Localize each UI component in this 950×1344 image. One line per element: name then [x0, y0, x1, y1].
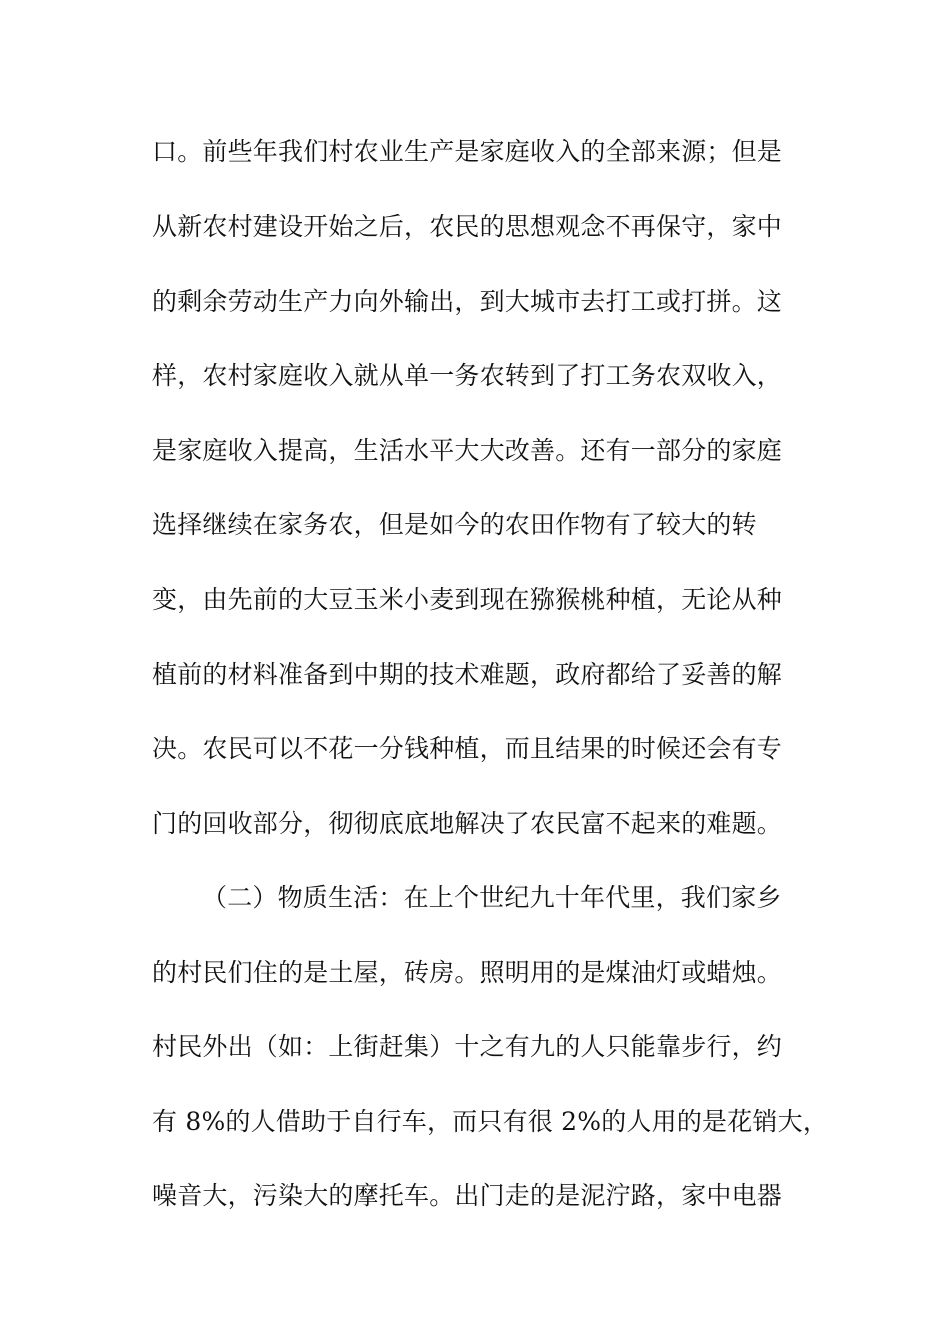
text-line: 村民外出（如：上街赶集）十之有九的人只能靠步行，约 [152, 1032, 783, 1061]
text-line: 的剩余劳动生产力向外输出，到大城市去打工或打拼。这 [152, 287, 783, 316]
text-line: 口。前些年我们村农业生产是家庭收入的全部来源；但是 [152, 137, 783, 166]
text-line: 样，农村家庭收入就从单一务农转到了打工务农双收入， [152, 361, 783, 390]
text-line: 决。农民可以不花一分钱种植，而且结果的时候还会有专 [152, 734, 783, 763]
section-heading-line: （二）物质生活：在上个世纪九十年代里，我们家乡 [202, 883, 782, 912]
text-line: 是家庭收入提高，生活水平大大改善。还有一部分的家庭 [152, 436, 783, 465]
text-line: 从新农村建设开始之后，农民的思想观念不再保守，家中 [152, 212, 783, 241]
text-line: 门的回收部分，彻彻底底地解决了农民富不起来的难题。 [152, 809, 783, 838]
text-line: 变，由先前的大豆玉米小麦到现在猕猴桃种植，无论从种 [152, 585, 783, 614]
text-line: 有 8%的人借助于自行车，而只有很 2%的人用的是花销大， [152, 1107, 829, 1136]
text-line: 植前的材料准备到中期的技术难题，政府都给了妥善的解 [152, 660, 783, 689]
text-line: 选择继续在家务农，但是如今的农田作物有了较大的转 [152, 510, 757, 539]
text-line: 的村民们住的是土屋，砖房。照明用的是煤油灯或蜡烛。 [152, 958, 783, 987]
text-line: 噪音大，污染大的摩托车。出门走的是泥泞路，家中电器 [152, 1181, 783, 1210]
